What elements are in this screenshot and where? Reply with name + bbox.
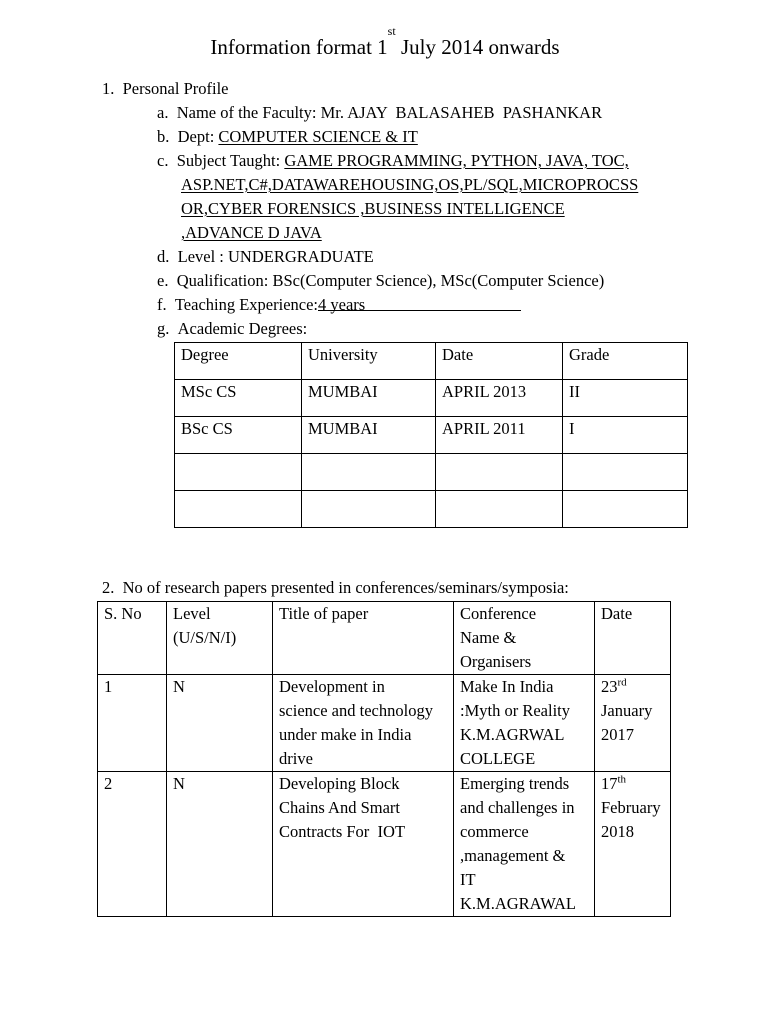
table-row — [175, 491, 688, 528]
header-text: Date — [601, 604, 633, 623]
level-cell: N — [167, 772, 273, 917]
item-subjects — [157, 149, 629, 173]
conference-line: COLLEGE — [460, 749, 536, 768]
date-line: February — [601, 798, 661, 817]
item-marker: e. — [157, 271, 169, 290]
date-day-suffix: th — [617, 773, 627, 786]
table-cell: II — [563, 380, 688, 417]
table-cell: MUMBAI — [302, 380, 436, 417]
item-marker: f. — [157, 295, 167, 314]
subjects-line: GAME PROGRAMMING, PYTHON, JAVA, TOC, — [284, 151, 629, 170]
item-academic-degrees — [157, 317, 307, 341]
subjects-line — [181, 173, 638, 197]
qualification-text: Qualification: BSc(Computer Science), MSc(Computer Science) — [176, 271, 605, 290]
section-1-heading — [102, 77, 228, 101]
table-cell — [175, 454, 302, 491]
table-cell: APRIL 2013 — [436, 380, 563, 417]
table-cell — [302, 491, 436, 528]
conference-line: commerce — [460, 822, 529, 841]
header-cell: University — [302, 343, 436, 380]
item-level — [157, 245, 374, 269]
date-cell — [595, 675, 671, 772]
table-cell: MUMBAI — [302, 417, 436, 454]
table-cell — [436, 454, 563, 491]
header-text: Conference — [460, 604, 537, 623]
conference-line: :Myth or Reality — [460, 701, 570, 720]
date-line: 2017 — [601, 725, 634, 744]
header-cell-sno — [98, 602, 167, 675]
level-cell: N — [167, 675, 273, 772]
header-cell-title — [273, 602, 454, 675]
level-text: Level : UNDERGRADUATE — [177, 247, 374, 266]
title-text-suffix: July 2014 onwards — [395, 35, 560, 59]
table-cell: BSc CS — [175, 417, 302, 454]
item-faculty-name — [157, 101, 602, 125]
item-label: Academic Degrees: — [177, 319, 308, 338]
table-cell — [563, 491, 688, 528]
subjects-line-text: OR,CYBER FORENSICS ,BUSINESS INTELLIGENCE — [181, 199, 565, 218]
date-day — [601, 772, 664, 796]
conference-line: ,management & — [460, 846, 566, 865]
subjects-line — [181, 197, 565, 221]
section-heading-text: Personal Profile — [122, 79, 229, 98]
item-dept — [157, 125, 418, 149]
conference-line: Make In India — [460, 677, 554, 696]
conference-line: K.M.AGRWAL — [460, 725, 565, 744]
header-cell: Degree — [175, 343, 302, 380]
header-text: Title of paper — [279, 604, 369, 623]
title-text: Information format 1 — [210, 35, 388, 59]
paper-title-line: Development in — [279, 677, 385, 696]
header-text: (U/S/N/I) — [173, 628, 237, 647]
item-marker: g. — [157, 319, 170, 338]
experience-underline — [318, 293, 521, 314]
item-marker: c. — [157, 151, 169, 170]
subjects-line-text: ,ADVANCE D JAVA — [181, 223, 322, 242]
paper-title-cell — [273, 772, 454, 917]
paper-title-line: Chains And Smart — [279, 798, 401, 817]
subjects-line-text: ASP.NET,C#,DATAWAREHOUSING,OS,PL/SQL,MICROPROCSS — [181, 175, 639, 194]
header-cell-level — [167, 602, 273, 675]
conference-line: Emerging trends — [460, 774, 570, 793]
header-cell: Grade — [563, 343, 688, 380]
paper-title-line: under make in India — [279, 725, 412, 744]
conference-line: K.M.AGRAWAL — [460, 894, 577, 913]
table-row — [175, 380, 688, 417]
paper-title-cell — [273, 675, 454, 772]
table-cell: MSc CS — [175, 380, 302, 417]
table-row — [98, 675, 671, 772]
table-header-row — [175, 343, 688, 380]
date-cell — [595, 772, 671, 917]
table-cell — [563, 454, 688, 491]
date-line: January — [601, 701, 653, 720]
header-cell-conference — [454, 602, 595, 675]
experience-value: 4 years — [318, 295, 366, 314]
dept-value: COMPUTER SCIENCE & IT — [218, 127, 418, 146]
section-2-heading — [102, 576, 569, 600]
table-cell: APRIL 2011 — [436, 417, 563, 454]
item-label: Teaching Experience: — [174, 295, 319, 314]
header-text: S. No — [104, 604, 142, 623]
item-marker: b. — [157, 127, 170, 146]
conference-cell — [454, 772, 595, 917]
subjects-line — [181, 221, 322, 245]
item-marker: a. — [157, 103, 169, 122]
faculty-name-value: Mr. AJAY BALASAHEB PASHANKAR — [320, 103, 603, 122]
conference-line: IT — [460, 870, 476, 889]
paper-title-line: science and technology — [279, 701, 433, 720]
item-label: Dept: — [177, 127, 215, 146]
table-cell: I — [563, 417, 688, 454]
paper-title-line: drive — [279, 749, 313, 768]
section-number: 2. — [102, 578, 115, 597]
conference-line: and challenges in — [460, 798, 575, 817]
header-text: Level — [173, 604, 211, 623]
degrees-table — [174, 342, 688, 528]
document-title — [0, 24, 770, 61]
item-marker: d. — [157, 247, 170, 266]
date-line: 2018 — [601, 822, 634, 841]
table-cell — [175, 491, 302, 528]
item-label: Subject Taught: — [176, 151, 281, 170]
table-row — [98, 772, 671, 917]
item-qualification — [157, 269, 604, 293]
table-cell — [436, 491, 563, 528]
section-number: 1. — [102, 79, 115, 98]
paper-title-line: Contracts For IOT — [279, 822, 406, 841]
date-day-number: 23 — [601, 677, 618, 696]
table-row — [175, 417, 688, 454]
date-day — [601, 675, 664, 699]
header-cell: Date — [436, 343, 563, 380]
section-heading-text: No of research papers presented in conferences/seminars/symposia: — [122, 578, 569, 597]
header-cell-date — [595, 602, 671, 675]
item-label: Name of the Faculty: — [176, 103, 317, 122]
date-day-number: 17 — [601, 774, 618, 793]
conference-cell — [454, 675, 595, 772]
table-row — [175, 454, 688, 491]
date-day-suffix: rd — [617, 676, 627, 689]
sno-cell: 2 — [98, 772, 167, 917]
sno-cell: 1 — [98, 675, 167, 772]
table-header-row — [98, 602, 671, 675]
research-papers-table — [97, 601, 671, 917]
item-teaching-experience — [157, 293, 521, 317]
header-text: Name & — [460, 628, 517, 647]
paper-title-line: Developing Block — [279, 774, 400, 793]
title-superscript: st — [387, 24, 396, 38]
header-text: Organisers — [460, 652, 532, 671]
table-cell — [302, 454, 436, 491]
